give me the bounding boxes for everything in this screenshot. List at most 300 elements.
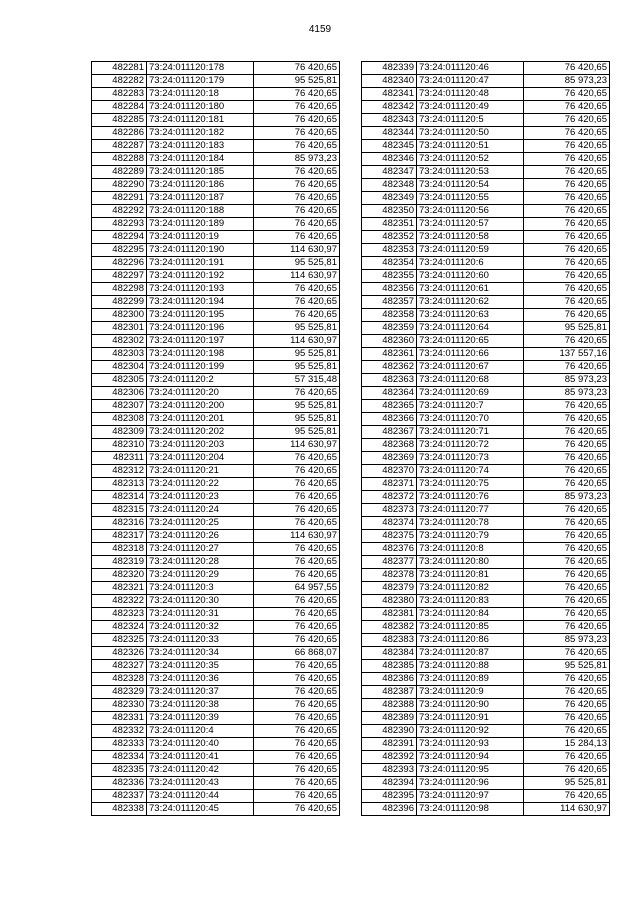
value-cell: 76 420,65 <box>524 556 610 569</box>
row-id-cell: 482323 <box>92 608 147 621</box>
value-cell: 76 420,65 <box>254 543 340 556</box>
row-id-cell: 482370 <box>362 465 417 478</box>
row-id-cell: 482327 <box>92 660 147 673</box>
cadastral-number-cell: 73:24:011120:202 <box>147 426 254 439</box>
table-row <box>362 621 610 634</box>
value-cell: 76 420,65 <box>524 608 610 621</box>
value-cell: 76 420,65 <box>524 218 610 231</box>
cadastral-number-cell: 73:24:011120:95 <box>417 764 524 777</box>
table-row <box>92 192 340 205</box>
table-row <box>92 153 340 166</box>
table-row <box>362 309 610 322</box>
value-cell: 76 420,65 <box>524 309 610 322</box>
table-row <box>362 790 610 803</box>
table-row <box>92 803 340 816</box>
row-id-cell: 482295 <box>92 244 147 257</box>
table-row <box>92 569 340 582</box>
row-id-cell: 482361 <box>362 348 417 361</box>
value-cell: 76 420,65 <box>254 738 340 751</box>
value-cell: 95 525,81 <box>254 257 340 270</box>
value-cell: 114 630,97 <box>254 270 340 283</box>
value-cell: 76 420,65 <box>524 62 610 75</box>
table-row <box>92 75 340 88</box>
cadastral-number-cell: 73:24:011120:85 <box>417 621 524 634</box>
cadastral-number-cell: 73:24:011120:186 <box>147 179 254 192</box>
row-id-cell: 482315 <box>92 504 147 517</box>
value-cell: 76 420,65 <box>524 361 610 374</box>
row-id-cell: 482362 <box>362 361 417 374</box>
table-row <box>92 387 340 400</box>
value-cell: 76 420,65 <box>524 192 610 205</box>
cadastral-number-cell: 73:24:011120:31 <box>147 608 254 621</box>
table-row <box>362 647 610 660</box>
cadastral-number-cell: 73:24:011120:90 <box>417 699 524 712</box>
cadastral-number-cell: 73:24:011120:196 <box>147 322 254 335</box>
cadastral-number-cell: 73:24:011120:198 <box>147 348 254 361</box>
value-cell: 95 525,81 <box>254 348 340 361</box>
cadastral-number-cell: 73:24:011120:73 <box>417 452 524 465</box>
table-row <box>92 374 340 387</box>
value-cell: 85 973,23 <box>524 491 610 504</box>
value-cell: 76 420,65 <box>524 413 610 426</box>
table-row <box>92 231 340 244</box>
cadastral-number-cell: 73:24:011120:72 <box>417 439 524 452</box>
row-id-cell: 482387 <box>362 686 417 699</box>
row-id-cell: 482360 <box>362 335 417 348</box>
row-id-cell: 482322 <box>92 595 147 608</box>
cadastral-number-cell: 73:24:011120:33 <box>147 634 254 647</box>
registry-table-left-body <box>92 62 340 816</box>
value-cell: 76 420,65 <box>524 764 610 777</box>
value-cell: 114 630,97 <box>524 803 610 816</box>
registry-table-right-body <box>362 62 610 816</box>
value-cell: 76 420,65 <box>254 569 340 582</box>
table-row <box>362 426 610 439</box>
row-id-cell: 482352 <box>362 231 417 244</box>
value-cell: 95 525,81 <box>254 426 340 439</box>
cadastral-number-cell: 73:24:011120:93 <box>417 738 524 751</box>
row-id-cell: 482376 <box>362 543 417 556</box>
table-row <box>362 569 610 582</box>
row-id-cell: 482363 <box>362 374 417 387</box>
row-id-cell: 482291 <box>92 192 147 205</box>
cadastral-number-cell: 73:24:011120:76 <box>417 491 524 504</box>
table-row <box>92 556 340 569</box>
table-row <box>92 413 340 426</box>
value-cell: 76 420,65 <box>524 400 610 413</box>
row-id-cell: 482383 <box>362 634 417 647</box>
value-cell: 76 420,65 <box>254 790 340 803</box>
table-row <box>362 400 610 413</box>
row-id-cell: 482286 <box>92 127 147 140</box>
row-id-cell: 482306 <box>92 387 147 400</box>
value-cell: 76 420,65 <box>254 62 340 75</box>
table-row <box>92 127 340 140</box>
cadastral-number-cell: 73:24:011120:45 <box>147 803 254 816</box>
cadastral-number-cell: 73:24:011120:81 <box>417 569 524 582</box>
cadastral-number-cell: 73:24:011120:29 <box>147 569 254 582</box>
value-cell: 76 420,65 <box>254 517 340 530</box>
table-row <box>92 543 340 556</box>
cadastral-number-cell: 73:24:011120:8 <box>417 543 524 556</box>
value-cell: 114 630,97 <box>254 244 340 257</box>
table-row <box>92 751 340 764</box>
row-id-cell: 482341 <box>362 88 417 101</box>
cadastral-number-cell: 73:24:011120:37 <box>147 686 254 699</box>
value-cell: 76 420,65 <box>524 283 610 296</box>
value-cell: 76 420,65 <box>524 699 610 712</box>
row-id-cell: 482391 <box>362 738 417 751</box>
table-row <box>92 62 340 75</box>
value-cell: 76 420,65 <box>254 751 340 764</box>
value-cell: 76 420,65 <box>524 790 610 803</box>
cadastral-number-cell: 73:24:011120:92 <box>417 725 524 738</box>
cadastral-number-cell: 73:24:011120:35 <box>147 660 254 673</box>
row-id-cell: 482338 <box>92 803 147 816</box>
row-id-cell: 482294 <box>92 231 147 244</box>
value-cell: 76 420,65 <box>524 205 610 218</box>
row-id-cell: 482326 <box>92 647 147 660</box>
value-cell: 76 420,65 <box>524 647 610 660</box>
row-id-cell: 482304 <box>92 361 147 374</box>
cadastral-number-cell: 73:24:011120:2 <box>147 374 254 387</box>
table-row <box>92 452 340 465</box>
table-row <box>362 582 610 595</box>
cadastral-number-cell: 73:24:011120:5 <box>417 114 524 127</box>
table-row <box>362 244 610 257</box>
cadastral-number-cell: 73:24:011120:65 <box>417 335 524 348</box>
row-id-cell: 482292 <box>92 205 147 218</box>
row-id-cell: 482336 <box>92 777 147 790</box>
table-row <box>362 725 610 738</box>
row-id-cell: 482369 <box>362 452 417 465</box>
cadastral-number-cell: 73:24:011120:192 <box>147 270 254 283</box>
value-cell: 95 525,81 <box>524 660 610 673</box>
row-id-cell: 482339 <box>362 62 417 75</box>
row-id-cell: 482316 <box>92 517 147 530</box>
row-id-cell: 482367 <box>362 426 417 439</box>
row-id-cell: 482302 <box>92 335 147 348</box>
cadastral-number-cell: 73:24:011120:79 <box>417 530 524 543</box>
row-id-cell: 482356 <box>362 283 417 296</box>
row-id-cell: 482347 <box>362 166 417 179</box>
value-cell: 76 420,65 <box>524 127 610 140</box>
cadastral-number-cell: 73:24:011120:194 <box>147 296 254 309</box>
row-id-cell: 482390 <box>362 725 417 738</box>
value-cell: 76 420,65 <box>254 595 340 608</box>
row-id-cell: 482386 <box>362 673 417 686</box>
table-row <box>92 179 340 192</box>
table-row <box>92 738 340 751</box>
value-cell: 76 420,65 <box>254 712 340 725</box>
value-cell: 76 420,65 <box>524 114 610 127</box>
row-id-cell: 482307 <box>92 400 147 413</box>
value-cell: 76 420,65 <box>524 478 610 491</box>
table-row <box>362 686 610 699</box>
table-row <box>362 504 610 517</box>
cadastral-number-cell: 73:24:011120:66 <box>417 348 524 361</box>
table-row <box>362 764 610 777</box>
cadastral-number-cell: 73:24:011120:30 <box>147 595 254 608</box>
row-id-cell: 482396 <box>362 803 417 816</box>
table-row <box>92 699 340 712</box>
value-cell: 85 973,23 <box>524 387 610 400</box>
cadastral-number-cell: 73:24:011120:70 <box>417 413 524 426</box>
value-cell: 76 420,65 <box>254 478 340 491</box>
cadastral-number-cell: 73:24:011120:46 <box>417 62 524 75</box>
row-id-cell: 482293 <box>92 218 147 231</box>
cadastral-number-cell: 73:24:011120:204 <box>147 452 254 465</box>
cadastral-number-cell: 73:24:011120:44 <box>147 790 254 803</box>
table-row <box>362 465 610 478</box>
table-row <box>362 491 610 504</box>
value-cell: 76 420,65 <box>254 465 340 478</box>
row-id-cell: 482354 <box>362 257 417 270</box>
value-cell: 76 420,65 <box>254 504 340 517</box>
row-id-cell: 482312 <box>92 465 147 478</box>
row-id-cell: 482328 <box>92 673 147 686</box>
row-id-cell: 482290 <box>92 179 147 192</box>
row-id-cell: 482282 <box>92 75 147 88</box>
table-row <box>92 270 340 283</box>
row-id-cell: 482368 <box>362 439 417 452</box>
row-id-cell: 482343 <box>362 114 417 127</box>
cadastral-number-cell: 73:24:011120:9 <box>417 686 524 699</box>
row-id-cell: 482325 <box>92 634 147 647</box>
value-cell: 76 420,65 <box>254 88 340 101</box>
cadastral-number-cell: 73:24:011120:200 <box>147 400 254 413</box>
table-row <box>92 465 340 478</box>
row-id-cell: 482318 <box>92 543 147 556</box>
cadastral-number-cell: 73:24:011120:77 <box>417 504 524 517</box>
value-cell: 76 420,65 <box>524 673 610 686</box>
cadastral-number-cell: 73:24:011120:22 <box>147 478 254 491</box>
table-row <box>362 361 610 374</box>
value-cell: 76 420,65 <box>524 530 610 543</box>
table-row <box>362 257 610 270</box>
cadastral-number-cell: 73:24:011120:20 <box>147 387 254 400</box>
row-id-cell: 482299 <box>92 296 147 309</box>
row-id-cell: 482364 <box>362 387 417 400</box>
table-row <box>362 699 610 712</box>
cadastral-number-cell: 73:24:011120:60 <box>417 270 524 283</box>
value-cell: 114 630,97 <box>254 530 340 543</box>
row-id-cell: 482379 <box>362 582 417 595</box>
value-cell: 76 420,65 <box>524 270 610 283</box>
value-cell: 76 420,65 <box>254 699 340 712</box>
cadastral-number-cell: 73:24:011120:39 <box>147 712 254 725</box>
table-row <box>92 686 340 699</box>
value-cell: 76 420,65 <box>524 101 610 114</box>
cadastral-number-cell: 73:24:011120:97 <box>417 790 524 803</box>
table-row <box>92 218 340 231</box>
value-cell: 76 420,65 <box>254 608 340 621</box>
row-id-cell: 482303 <box>92 348 147 361</box>
row-id-cell: 482334 <box>92 751 147 764</box>
value-cell: 114 630,97 <box>254 439 340 452</box>
cadastral-number-cell: 73:24:011120:47 <box>417 75 524 88</box>
table-row <box>362 595 610 608</box>
table-row <box>92 790 340 803</box>
value-cell: 66 868,07 <box>254 647 340 660</box>
row-id-cell: 482393 <box>362 764 417 777</box>
table-row <box>362 738 610 751</box>
value-cell: 95 525,81 <box>254 75 340 88</box>
row-id-cell: 482311 <box>92 452 147 465</box>
cadastral-number-cell: 73:24:011120:63 <box>417 309 524 322</box>
value-cell: 76 420,65 <box>254 127 340 140</box>
table-row <box>362 270 610 283</box>
cadastral-number-cell: 73:24:011120:48 <box>417 88 524 101</box>
cadastral-number-cell: 73:24:011120:91 <box>417 712 524 725</box>
cadastral-number-cell: 73:24:011120:25 <box>147 517 254 530</box>
cadastral-number-cell: 73:24:011120:184 <box>147 153 254 166</box>
value-cell: 76 420,65 <box>524 504 610 517</box>
value-cell: 114 630,97 <box>254 335 340 348</box>
row-id-cell: 482330 <box>92 699 147 712</box>
table-row <box>362 140 610 153</box>
table-row <box>362 153 610 166</box>
registry-table-right <box>361 61 610 816</box>
table-row <box>362 439 610 452</box>
table-row <box>92 361 340 374</box>
row-id-cell: 482377 <box>362 556 417 569</box>
row-id-cell: 482389 <box>362 712 417 725</box>
cadastral-number-cell: 73:24:011120:89 <box>417 673 524 686</box>
cadastral-number-cell: 73:24:011120:43 <box>147 777 254 790</box>
value-cell: 76 420,65 <box>254 218 340 231</box>
table-row <box>92 517 340 530</box>
cadastral-number-cell: 73:24:011120:42 <box>147 764 254 777</box>
table-row <box>362 712 610 725</box>
table-row <box>362 231 610 244</box>
table-row <box>92 400 340 413</box>
table-row <box>362 413 610 426</box>
row-id-cell: 482375 <box>362 530 417 543</box>
row-id-cell: 482344 <box>362 127 417 140</box>
cadastral-number-cell: 73:24:011120:4 <box>147 725 254 738</box>
cadastral-number-cell: 73:24:011120:59 <box>417 244 524 257</box>
row-id-cell: 482289 <box>92 166 147 179</box>
value-cell: 76 420,65 <box>254 179 340 192</box>
cadastral-number-cell: 73:24:011120:21 <box>147 465 254 478</box>
row-id-cell: 482317 <box>92 530 147 543</box>
value-cell: 76 420,65 <box>524 582 610 595</box>
cadastral-number-cell: 73:24:011120:61 <box>417 283 524 296</box>
table-row <box>92 283 340 296</box>
table-row <box>362 218 610 231</box>
cadastral-number-cell: 73:24:011120:62 <box>417 296 524 309</box>
table-row <box>92 634 340 647</box>
value-cell: 76 420,65 <box>254 166 340 179</box>
cadastral-number-cell: 73:24:011120:18 <box>147 88 254 101</box>
cadastral-number-cell: 73:24:011120:180 <box>147 101 254 114</box>
cadastral-number-cell: 73:24:011120:32 <box>147 621 254 634</box>
value-cell: 76 420,65 <box>524 517 610 530</box>
cadastral-number-cell: 73:24:011120:188 <box>147 205 254 218</box>
table-row <box>362 673 610 686</box>
row-id-cell: 482297 <box>92 270 147 283</box>
table-row <box>362 374 610 387</box>
cadastral-number-cell: 73:24:011120:195 <box>147 309 254 322</box>
table-row <box>92 166 340 179</box>
table-row <box>362 205 610 218</box>
value-cell: 76 420,65 <box>524 153 610 166</box>
value-cell: 64 957,55 <box>254 582 340 595</box>
table-row <box>92 244 340 257</box>
cadastral-number-cell: 73:24:011120:189 <box>147 218 254 231</box>
value-cell: 76 420,65 <box>254 296 340 309</box>
value-cell: 76 420,65 <box>254 556 340 569</box>
row-id-cell: 482358 <box>362 309 417 322</box>
table-row <box>362 517 610 530</box>
value-cell: 76 420,65 <box>524 569 610 582</box>
row-id-cell: 482345 <box>362 140 417 153</box>
table-row <box>362 192 610 205</box>
value-cell: 76 420,65 <box>254 283 340 296</box>
cadastral-number-cell: 73:24:011120:67 <box>417 361 524 374</box>
value-cell: 76 420,65 <box>254 114 340 127</box>
value-cell: 76 420,65 <box>254 803 340 816</box>
cadastral-number-cell: 73:24:011120:50 <box>417 127 524 140</box>
row-id-cell: 482351 <box>362 218 417 231</box>
value-cell: 76 420,65 <box>254 660 340 673</box>
table-row <box>362 803 610 816</box>
table-row <box>362 179 610 192</box>
cadastral-number-cell: 73:24:011120:28 <box>147 556 254 569</box>
cadastral-number-cell: 73:24:011120:82 <box>417 582 524 595</box>
value-cell: 76 420,65 <box>524 543 610 556</box>
table-row <box>362 556 610 569</box>
row-id-cell: 482359 <box>362 322 417 335</box>
table-row <box>362 478 610 491</box>
table-row <box>362 777 610 790</box>
cadastral-number-cell: 73:24:011120:185 <box>147 166 254 179</box>
cadastral-number-cell: 73:24:011120:57 <box>417 218 524 231</box>
value-cell: 76 420,65 <box>254 309 340 322</box>
cadastral-number-cell: 73:24:011120:74 <box>417 465 524 478</box>
value-cell: 85 973,23 <box>524 634 610 647</box>
row-id-cell: 482378 <box>362 569 417 582</box>
table-row <box>362 296 610 309</box>
row-id-cell: 482308 <box>92 413 147 426</box>
cadastral-number-cell: 73:24:011120:55 <box>417 192 524 205</box>
cadastral-number-cell: 73:24:011120:199 <box>147 361 254 374</box>
value-cell: 76 420,65 <box>524 725 610 738</box>
value-cell: 76 420,65 <box>254 140 340 153</box>
row-id-cell: 482374 <box>362 517 417 530</box>
row-id-cell: 482333 <box>92 738 147 751</box>
cadastral-number-cell: 73:24:011120:197 <box>147 335 254 348</box>
row-id-cell: 482314 <box>92 491 147 504</box>
cadastral-number-cell: 73:24:011120:54 <box>417 179 524 192</box>
row-id-cell: 482335 <box>92 764 147 777</box>
row-id-cell: 482319 <box>92 556 147 569</box>
table-row <box>362 322 610 335</box>
table-row <box>362 608 610 621</box>
row-id-cell: 482382 <box>362 621 417 634</box>
cadastral-number-cell: 73:24:011120:96 <box>417 777 524 790</box>
row-id-cell: 482331 <box>92 712 147 725</box>
value-cell: 76 420,65 <box>254 764 340 777</box>
table-row <box>362 75 610 88</box>
table-row <box>362 62 610 75</box>
value-cell: 85 973,23 <box>254 153 340 166</box>
row-id-cell: 482385 <box>362 660 417 673</box>
row-id-cell: 482380 <box>362 595 417 608</box>
value-cell: 95 525,81 <box>254 361 340 374</box>
value-cell: 15 284,13 <box>524 738 610 751</box>
